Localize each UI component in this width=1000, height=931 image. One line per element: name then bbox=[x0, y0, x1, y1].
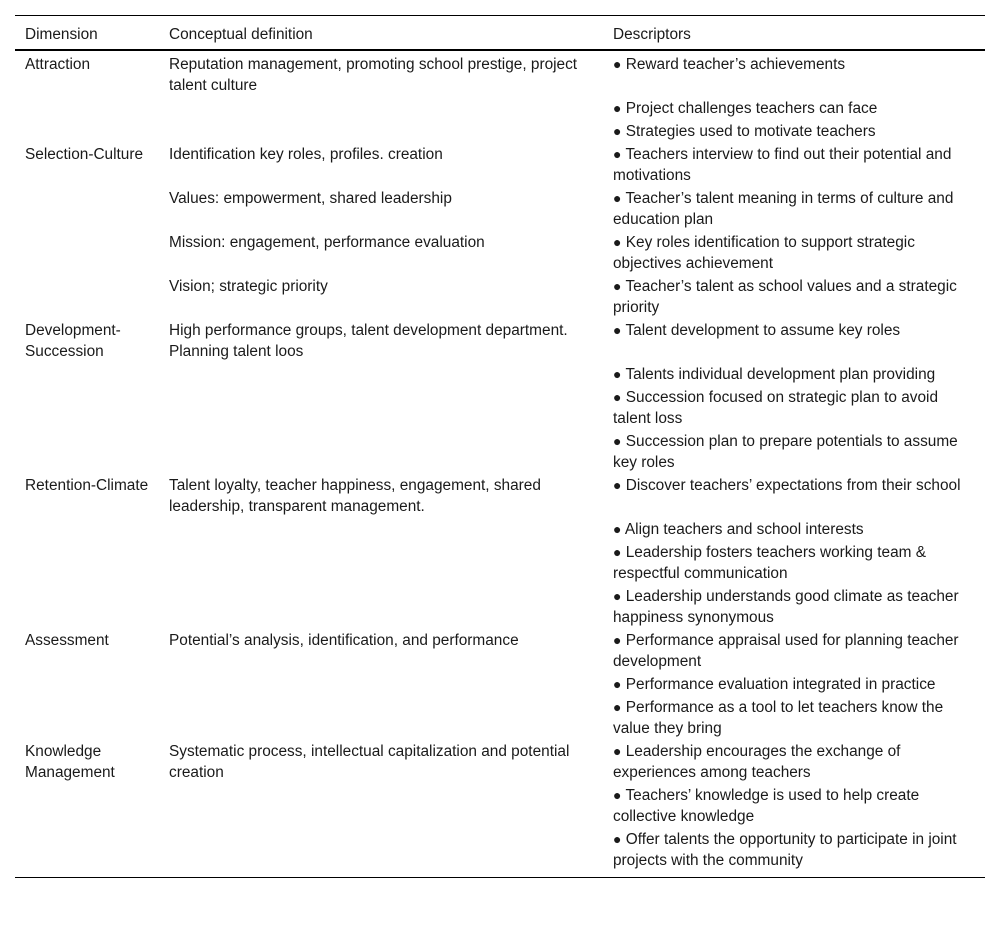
table-header bbox=[15, 16, 985, 51]
descriptor-cell bbox=[603, 97, 985, 120]
definition-cell bbox=[159, 696, 603, 740]
descriptor-cell bbox=[603, 120, 985, 143]
descriptor-text: Key roles identification to support strategic objectives achievement bbox=[613, 234, 915, 272]
table-row bbox=[15, 275, 985, 319]
dimension-cell bbox=[15, 120, 159, 143]
dimension-cell bbox=[15, 275, 159, 319]
table-row bbox=[15, 50, 985, 97]
table-row bbox=[15, 474, 985, 518]
dimension-cell bbox=[15, 784, 159, 828]
table-row bbox=[15, 430, 985, 474]
dimension-cell bbox=[15, 97, 159, 120]
descriptor-text: Reward teacher’s achievements bbox=[625, 56, 846, 73]
table-row bbox=[15, 828, 985, 878]
definition-cell: High performance groups, talent development department. Planning talent loos bbox=[169, 322, 568, 360]
talent-management-table bbox=[15, 15, 985, 878]
descriptor-cell bbox=[603, 474, 985, 518]
dimension-cell: Retention-Climate bbox=[25, 477, 149, 494]
table-row bbox=[15, 386, 985, 430]
bullet-icon: ● bbox=[613, 146, 622, 162]
bullet-icon: ● bbox=[613, 366, 622, 382]
dimension-cell bbox=[15, 673, 159, 696]
table-row bbox=[15, 319, 985, 363]
descriptor-text: Talent development to assume key roles bbox=[625, 322, 901, 339]
descriptor-text: Project challenges teachers can face bbox=[625, 100, 878, 117]
descriptor-cell bbox=[603, 319, 985, 363]
bullet-icon: ● bbox=[613, 389, 622, 405]
descriptor-text: Teacher’s talent as school values and a strategic priority bbox=[613, 278, 957, 316]
table-row bbox=[15, 97, 985, 120]
descriptor-text: Performance appraisal used for planning teacher development bbox=[613, 632, 959, 670]
descriptor-text: Align teachers and school interests bbox=[624, 521, 864, 538]
definition-cell: Mission: engagement, performance evaluation bbox=[169, 234, 485, 251]
descriptor-text: Teachers’ knowledge is used to help create collective knowledge bbox=[613, 787, 920, 825]
descriptor-cell bbox=[603, 187, 985, 231]
descriptor-cell bbox=[603, 50, 985, 97]
dimension-cell bbox=[15, 696, 159, 740]
definition-cell: Potential’s analysis, identification, and performance bbox=[169, 632, 519, 649]
descriptor-cell bbox=[603, 673, 985, 696]
descriptor-cell bbox=[603, 629, 985, 673]
descriptor-text: Discover teachers’ expectations from their school bbox=[625, 477, 961, 494]
dimension-cell bbox=[15, 386, 159, 430]
bullet-icon: ● bbox=[613, 477, 622, 493]
dimension-cell: Assessment bbox=[25, 632, 109, 649]
table-body bbox=[15, 50, 985, 878]
dimension-cell bbox=[15, 430, 159, 474]
table-row bbox=[15, 585, 985, 629]
descriptor-cell bbox=[603, 231, 985, 275]
definition-cell: Talent loyalty, teacher happiness, engagement, shared leadership, transparent management. bbox=[169, 477, 541, 515]
descriptor-cell bbox=[603, 386, 985, 430]
dimension-cell bbox=[15, 518, 159, 541]
table-row bbox=[15, 120, 985, 143]
descriptor-text: Strategies used to motivate teachers bbox=[625, 123, 876, 140]
descriptor-text: Performance evaluation integrated in practice bbox=[625, 676, 936, 693]
bullet-icon: ● bbox=[613, 588, 622, 604]
bullet-icon: ● bbox=[613, 322, 622, 338]
definition-cell: Systematic process, intellectual capitalization and potential creation bbox=[169, 743, 570, 781]
descriptor-cell bbox=[603, 784, 985, 828]
descriptor-cell bbox=[603, 275, 985, 319]
table-row bbox=[15, 231, 985, 275]
table-row bbox=[15, 518, 985, 541]
definition-cell bbox=[159, 784, 603, 828]
table-row bbox=[15, 673, 985, 696]
definition-cell bbox=[159, 386, 603, 430]
descriptor-cell bbox=[603, 828, 985, 878]
dimension-cell bbox=[15, 363, 159, 386]
dimension-cell: Attraction bbox=[25, 56, 91, 73]
dimension-cell bbox=[15, 828, 159, 878]
header-dimension: Dimension bbox=[15, 16, 159, 51]
header-conceptual-definition: Conceptual definition bbox=[159, 16, 603, 51]
table-row bbox=[15, 541, 985, 585]
definition-cell: Values: empowerment, shared leadership bbox=[169, 190, 452, 207]
definition-cell: Identification key roles, profiles. creation bbox=[169, 146, 443, 163]
bullet-icon: ● bbox=[613, 234, 622, 250]
descriptor-text: Leadership encourages the exchange of experiences among teachers bbox=[613, 743, 901, 781]
bullet-icon: ● bbox=[613, 743, 622, 759]
descriptor-cell bbox=[603, 740, 985, 784]
dimension-cell bbox=[15, 187, 159, 231]
bullet-icon: ● bbox=[613, 521, 622, 537]
descriptor-cell bbox=[603, 696, 985, 740]
bullet-icon: ● bbox=[613, 632, 622, 648]
table-row bbox=[15, 696, 985, 740]
descriptor-cell bbox=[603, 430, 985, 474]
descriptor-text: Succession focused on strategic plan to avoid talent loss bbox=[613, 389, 939, 427]
definition-cell bbox=[159, 120, 603, 143]
bullet-icon: ● bbox=[613, 787, 622, 803]
descriptor-cell bbox=[603, 541, 985, 585]
descriptor-text: Teacher’s talent meaning in terms of culture and education plan bbox=[613, 190, 954, 228]
header-row bbox=[15, 16, 985, 51]
bullet-icon: ● bbox=[613, 433, 622, 449]
dimension-cell: Selection-Culture bbox=[25, 146, 144, 163]
descriptor-cell bbox=[603, 363, 985, 386]
talent-management-table-container bbox=[15, 15, 985, 878]
definition-cell bbox=[159, 430, 603, 474]
dimension-cell: Knowledge Management bbox=[25, 743, 115, 781]
bullet-icon: ● bbox=[613, 100, 622, 116]
descriptor-cell bbox=[603, 143, 985, 187]
bullet-icon: ● bbox=[613, 699, 622, 715]
header-descriptors: Descriptors bbox=[603, 16, 985, 51]
definition-cell bbox=[159, 585, 603, 629]
table-row bbox=[15, 784, 985, 828]
descriptor-text: Performance as a tool to let teachers know the value they bring bbox=[613, 699, 944, 737]
bullet-icon: ● bbox=[613, 831, 622, 847]
bullet-icon: ● bbox=[613, 190, 622, 206]
descriptor-text: Succession plan to prepare potentials to assume key roles bbox=[613, 433, 958, 471]
definition-cell: Vision; strategic priority bbox=[169, 278, 328, 295]
bullet-icon: ● bbox=[613, 676, 622, 692]
descriptor-text: Offer talents the opportunity to participate in joint projects with the community bbox=[613, 831, 957, 869]
descriptor-cell bbox=[603, 518, 985, 541]
table-row bbox=[15, 740, 985, 784]
dimension-cell: Development-Succession bbox=[25, 322, 121, 360]
definition-cell bbox=[159, 97, 603, 120]
definition-cell bbox=[159, 828, 603, 878]
dimension-cell bbox=[15, 541, 159, 585]
table-row bbox=[15, 629, 985, 673]
bullet-icon: ● bbox=[613, 278, 622, 294]
table-row bbox=[15, 363, 985, 386]
descriptor-text: Talents individual development plan providing bbox=[625, 366, 936, 383]
definition-cell: Reputation management, promoting school prestige, project talent culture bbox=[169, 56, 578, 94]
descriptor-text: Leadership understands good climate as teacher happiness synonymous bbox=[613, 588, 959, 626]
definition-cell bbox=[159, 363, 603, 386]
dimension-cell bbox=[15, 231, 159, 275]
definition-cell bbox=[159, 541, 603, 585]
dimension-cell bbox=[15, 585, 159, 629]
table-row bbox=[15, 143, 985, 187]
descriptor-text: Teachers interview to find out their potential and motivations bbox=[613, 146, 952, 184]
bullet-icon: ● bbox=[613, 56, 622, 72]
bullet-icon: ● bbox=[613, 123, 622, 139]
bullet-icon: ● bbox=[613, 544, 622, 560]
table-row bbox=[15, 187, 985, 231]
definition-cell bbox=[159, 518, 603, 541]
definition-cell bbox=[159, 673, 603, 696]
descriptor-text: Leadership fosters teachers working team & respectful communication bbox=[613, 544, 927, 582]
descriptor-cell bbox=[603, 585, 985, 629]
